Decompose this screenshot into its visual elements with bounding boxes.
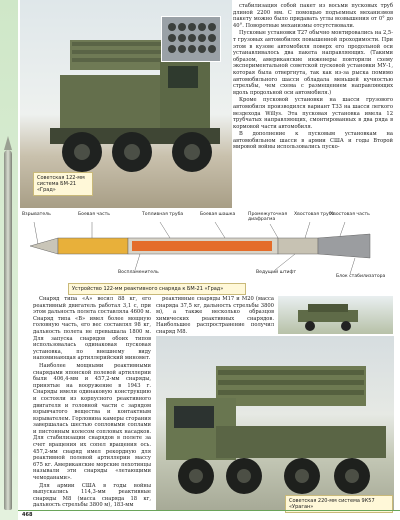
label-guide-pin: Ведущий штифт xyxy=(256,270,297,275)
paragraph: Кроме пусковой установки на шасси грузового автомобиля производился вариант Т33 на шасси легкого вездехода Willys. Эта пусковая установка имела 12 трубчатых направляющих, смонтированных в два ряда в кормовой части автомобиля. xyxy=(233,97,393,130)
label-igniter: Воспламенитель xyxy=(118,270,159,275)
label-rocket-chamber: Боевая шашка xyxy=(200,212,236,217)
paragraph: В дополнение к пусковым установкам на автомобильном шасси в армии США и годы Второй мировой войны использовались пуско- xyxy=(233,131,393,151)
label-fuel-charge: Топливная труба xyxy=(142,212,184,217)
paragraph: Наиболее мощными реактивными снарядами японской полевой артиллерии были 406,4-мм и 457,2-мм снаряды, принятые на вооружение в 1943 г. Снаряды имели одинаковую конструкцию и состояли из корпусного реактивного двигателя и головной части с зарядом взрывчатого вещества и контактным взрывателем. Горловина камеры сгорания завершалась шестью сопловыми соплами и пистонным колесом сопловых насадков. Для стабилизации снарядов в полете за счет вращения их сопел вращения ось. 457,2-мм снаряд имел рекордную для реактивной полевой артиллерии массу 675 кг. Американские морские пехотинцы называли эти снаряды «летающими чемоданами». xyxy=(33,362,151,482)
label-fuze: Взрыватель xyxy=(22,212,51,217)
label-diaphragm: Промежуточная диафрагма xyxy=(248,212,288,222)
grad-truck-caption: Советская 122-мм система БМ-21 «Град» xyxy=(33,172,93,196)
paragraph: Пусковые установки Т27 обычно монтировались на 2,5-т грузовых автомобилях повышенной проходимости. При этом в кузове автомобиля поверх его продольной оси устанавливалось два пакета направляющих. (Такими образом, американские инженеры повторили схему экспериментальной советской пусковой установки МУ-1, которая была отвергнута, так как из-за рыска помимо автомобильного шасси обладала меньшей кучностью стрельбы, чем схема с размещением направляющих вдоль продольной оси автомобиля.) xyxy=(233,30,393,96)
launcher-tubes-photo xyxy=(161,16,221,62)
paragraph: стабилизация собой пакет из восьми пусковых труб длиной 2200 мм. С помощью подъемных механизмов пакету можно было придавать углы возвышения от 0° до 40°. Поворотные механизмы отсутствовали. xyxy=(233,3,393,29)
uragan-truck-photo xyxy=(156,336,394,510)
footer-rule xyxy=(18,510,400,511)
label-tail: Хвостовая часть xyxy=(330,212,370,217)
rocket-device-caption: Устройство 122-мм реактивного снаряда к БМ-21 «Град» xyxy=(68,283,246,295)
rocket-diagram xyxy=(20,208,395,288)
label-fins: Блок стабилизатора xyxy=(336,274,386,279)
launcher-photo-small xyxy=(278,296,393,334)
missile-illustration xyxy=(4,150,12,510)
text-column-right-top xyxy=(233,3,393,152)
label-nozzle: Хвостовая труба xyxy=(294,212,335,217)
label-warhead: Боевая часть xyxy=(78,212,110,217)
uragan-truck-caption: Советская 220-мм система 9К57 «Ураган» xyxy=(285,495,393,513)
text-column-left xyxy=(33,296,151,510)
page-number: 468 xyxy=(22,512,33,518)
paragraph: реактивные снаряды М17 и М20 (масса снаряда 37,5 кг, дальность стрельбы 3800 м), а также несколько образцов химических реактивных снарядов. Наибольшее распространение получил снаряд М8. xyxy=(156,296,274,335)
paragraph: Для армии США в годы войны выпускались 114,3-мм реактивные снаряды М8 (масса снаряда 18 кг, дальность стрельбы 3800 м), 183-мм xyxy=(33,482,151,509)
paragraph: Снаряд типа «А» весил 88 кг, его реактивный двигатель работал 3,1 с, при этом дальность полета составляла 4600 м. Снаряд типа «В» имел более мощную головную часть, его вес составлял 98 кг, дальность полета не превышала 1800 м. Для запуска снарядов обоих типов использовалась одинаковая пусковая установка, по внешнему виду напоминающая артиллерийский миномет. xyxy=(33,296,151,362)
